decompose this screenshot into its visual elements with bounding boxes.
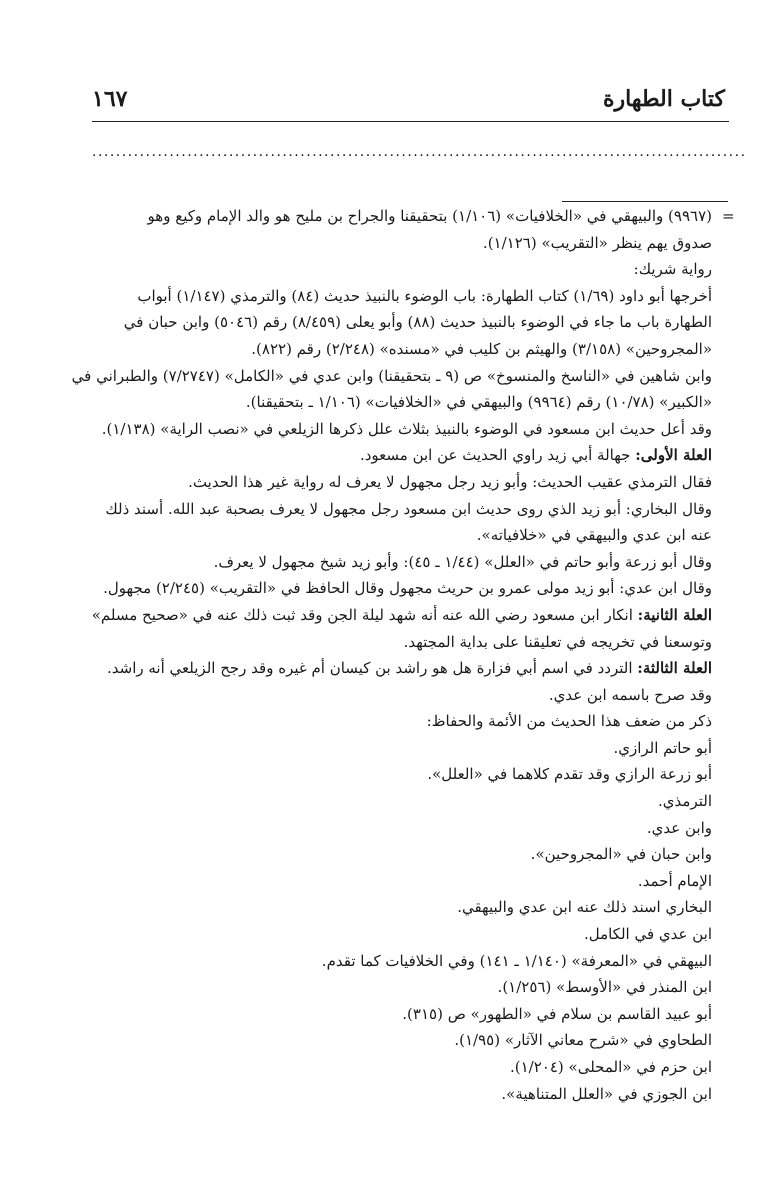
list-item: أبو عبيد القاسم بن سلام في «الطهور» ص (٣١٥). [402,1004,712,1023]
text-line: العلة الثالثة: التردد في اسم أبي فزارة هل هو راشد بن كيسان أم غيره وقد رجح الزيلعي أنه راشد. [107,659,712,678]
text-line: صدوق يهم ينظر «التقريب» (١/١٢٦). [482,233,712,252]
list-item: البيهقي في «المعرفة» (١/١٤٠ ـ ١٤١) وفي الخلافيات كما تقدم. [321,951,712,970]
list-item: البخاري اسند ذلك عنه ابن عدي والبيهقي. [457,898,712,917]
list-item: أبو حاتم الرازي. [613,738,712,757]
text-line: رواية شريك: [633,260,712,279]
page-number: ١٦٧ [92,86,128,112]
header-rule [92,121,729,122]
text-line: فقال الترمذي عقيب الحديث: وأبو زيد رجل مجهول لا يعرف له رواية غير هذا الحديث. [188,472,712,491]
list-item: أبو زرعة الرازي وقد تقدم كلاهما في «العلل». [427,765,712,784]
text-line: وتوسعنا في تخريجه في تعليقنا على بداية المجتهد. [403,632,712,651]
text-line: وقد صرح باسمه ابن عدي. [548,685,712,704]
text-line: «المجروحين» (٣/١٥٨) والهيثم بن كليب في «مسنده» (٢/٢٤٨) رقم (٨٢٢). [251,339,712,358]
text-line: ذكر من ضعف هذا الحديث من الأئمة والحفاظ: [426,712,712,731]
text-line: العلة الثانية: انكار ابن مسعود رضي الله عنه أنه شهد ليلة الجن وقد ثبت ذلك عنه في «صحيح مسلم» [91,605,712,624]
text-line: وقال أبو زرعة وأبو حاتم في «العلل» (١/٤٤ ـ ٤٥): وأبو زيد شيخ مجهول لا يعرف. [213,552,712,571]
text-line: وقال ابن عدي: أبو زيد مولى عمرو بن حريث مجهول وقال الحافظ في «التقريب» (٢/٢٤٥) مجهول. [103,579,712,598]
footnote-continuation-mark: = [722,207,735,225]
list-item: ابن المنذر في «الأوسط» (١/٢٥٦). [497,978,712,997]
list-item: ابن حزم في «المحلى» (١/٢٠٤). [509,1058,712,1076]
footnote-rule [562,201,728,202]
list-item: وابن عدي. [646,818,712,837]
text-line: «الكبير» (١٠/٧٨) رقم (٩٩٦٤) والبيهقي في «الخلافيات» (١/١٠٦ ـ بتحقيقنا). [245,393,712,412]
text-line: عنه ابن عدي والبيهقي في «خلافياته». [476,526,712,545]
list-item: ابن عدي في الكامل. [583,925,712,944]
list-item: الإمام أحمد. [637,871,712,890]
text-line: (٩٩٦٧) والبيهقي في «الخلافيات» (١/١٠٦) بتحقيقنا والجراح بن مليح هو والد الإمام وكيع وهو [147,207,712,225]
second-defect-label: العلة الثانية: [637,605,712,624]
text-line: وقال البخاري: أبو زيد الذي روى حديث ابن مسعود رجل مجهول لا يعرف بصحبة عبد الله. أسند ذلك [105,499,712,518]
running-header-title: كتاب الطهارة [602,86,725,112]
text-line: أخرجها أبو داود (١/٦٩) كتاب الطهارة: باب الوضوء بالنبيذ حديث (٨٤) والترمذي (١/١٤٧) أبواب [137,286,712,305]
list-item: الطحاوي في «شرح معاني الآثار» (١/٩٥). [454,1031,712,1050]
text-line: وقد أعل حديث ابن مسعود في الوضوء بالنبيذ بثلاث علل ذكرها الزيلعي في «نصب الراية» (١/١٣٨). [101,419,712,438]
dotted-separator: .............................................................................................................. [92,144,747,160]
footnote-body [71,203,712,1107]
text-line: العلة الأولى: جهالة أبي زيد راوي الحديث عن ابن مسعود. [359,446,712,465]
list-item: وابن حبان في «المجروحين». [530,845,712,864]
text-line: الطهارة باب ما جاء في الوضوء بالنبيذ حديث (٨٨) وأبو يعلى (٨/٤٥٩) رقم (٥٠٤٦) وابن حبان في [123,313,712,332]
list-item: الترمذي. [658,792,712,811]
list-item: ابن الجوزي في «العلل المتناهية». [501,1084,712,1103]
text-line: وابن شاهين في «الناسخ والمنسوخ» ص (٩ ـ بتحقيقنا) وابن عدي في «الكامل» (٧/٢٧٤٧) والطبراني في [71,366,712,385]
first-defect-label: العلة الأولى: [635,446,712,465]
third-defect-label: العلة الثالثة: [637,659,712,678]
